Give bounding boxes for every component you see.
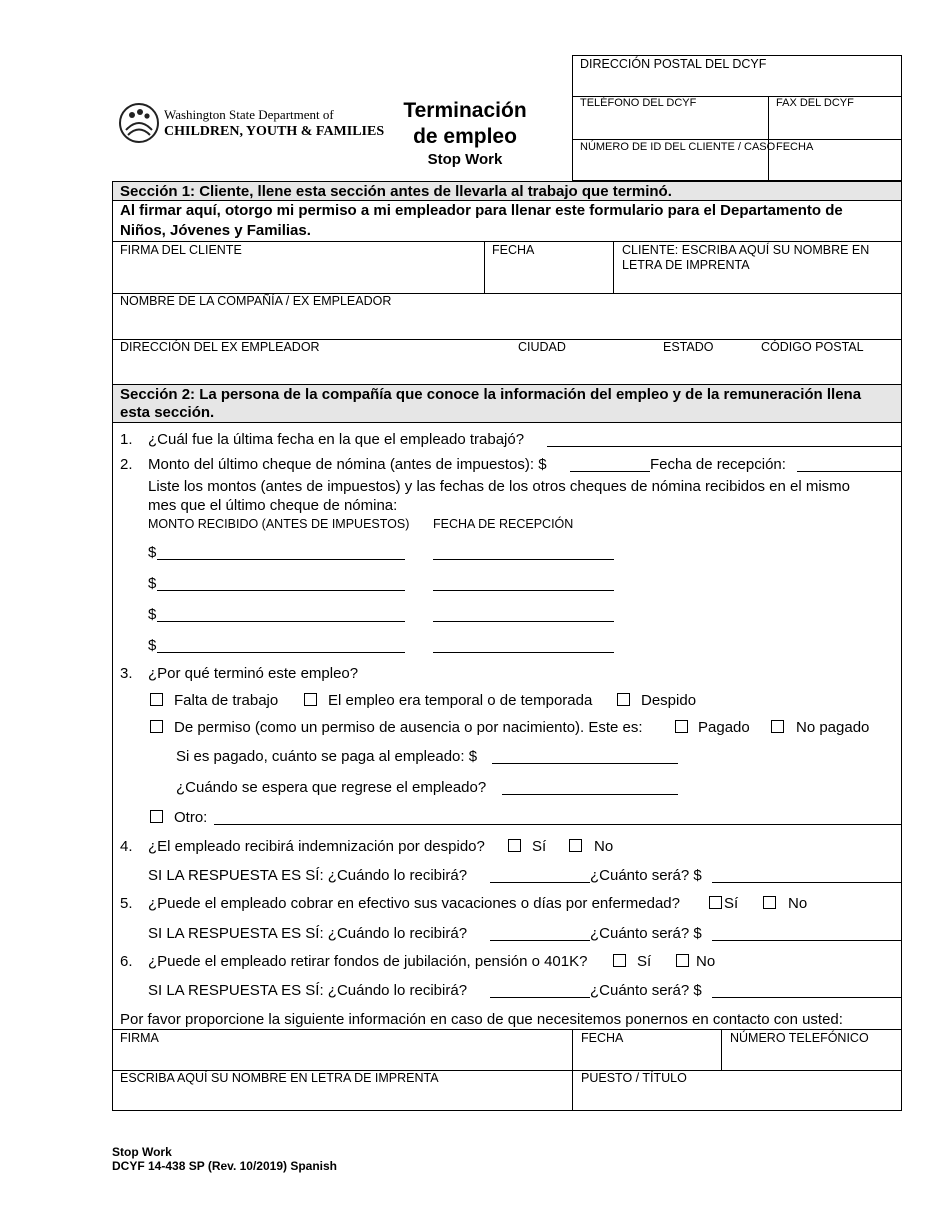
q3-number: 3.: [120, 665, 133, 682]
consent-line1: Al firmar aquí, otorgo mi permiso a mi empleador para llenar este formulario para el Departamento de: [120, 202, 843, 219]
dcyf-logo: [118, 100, 385, 146]
retirement-when-input[interactable]: [490, 997, 590, 998]
q1-number: 1.: [120, 431, 133, 448]
paycheck-row-4-dollar: $: [148, 637, 157, 654]
vacation-amount-input[interactable]: [712, 940, 902, 941]
q4-number: 4.: [120, 838, 133, 855]
layoff-label: Despido: [641, 692, 697, 709]
temporary-label: El empleo era temporal o de temporada: [328, 692, 593, 709]
client-print-name-line2: LETRA DE IMPRENTA: [622, 258, 750, 272]
vacation-when-label: SI LA RESPUESTA ES SÍ: ¿Cuándo lo recibirá?: [148, 925, 468, 942]
agency-line1: Washington State Department of: [164, 107, 334, 122]
paycheck-row-3-date[interactable]: [433, 621, 614, 622]
vacation-yes-label: Sí: [724, 895, 739, 912]
client-id-field[interactable]: NÚMERO DE ID DEL CLIENTE / CASO: [580, 141, 776, 153]
leave-checkbox[interactable]: [150, 720, 163, 733]
paycheck-row-4-amount[interactable]: [157, 652, 405, 653]
last-paycheck-amount-input[interactable]: [570, 471, 650, 472]
other-reason-label: Otro:: [174, 809, 208, 826]
return-date-label: ¿Cuándo se espera que regrese el empleado?: [176, 779, 487, 796]
q2-instructions-line1: Liste los montos (antes de impuestos) y las fechas de los otros cheques de nómina recibidos en el mismo: [148, 478, 851, 495]
q3-text: ¿Por qué terminó este empleo?: [148, 665, 359, 682]
employer-signature-field[interactable]: FIRMA: [120, 1031, 159, 1045]
vacation-when-input[interactable]: [490, 940, 590, 941]
retirement-when-label: SI LA RESPUESTA ES SÍ: ¿Cuándo lo recibirá?: [148, 982, 468, 999]
paycheck-row-1-amount[interactable]: [157, 559, 405, 560]
leave-paid-label: Pagado: [698, 719, 750, 736]
last-paycheck-date-input[interactable]: [797, 471, 902, 472]
client-date-field[interactable]: FECHA: [492, 243, 535, 257]
form-title-line2: de empleo: [413, 125, 517, 148]
dcyf-logo-icon: [118, 102, 160, 144]
employer-address-field[interactable]: DIRECCIÓN DEL EX EMPLEADOR: [120, 340, 320, 354]
paycheck-row-2-date[interactable]: [433, 590, 614, 591]
q2-received-label: Fecha de recepción:: [650, 456, 786, 473]
severance-when-input[interactable]: [490, 882, 590, 883]
retirement-no-checkbox[interactable]: [676, 954, 689, 967]
office-info-box: [572, 55, 902, 181]
q6-text: ¿Puede el empleado retirar fondos de jubilación, pensión o 401K?: [148, 953, 588, 970]
lack-of-work-checkbox[interactable]: [150, 693, 163, 706]
form-box: [112, 181, 902, 1111]
section1-heading: Sección 1: Cliente, llene esta sección antes de llevarla al trabajo que terminó.: [120, 183, 672, 200]
other-reason-checkbox[interactable]: [150, 810, 163, 823]
q5-number: 5.: [120, 895, 133, 912]
paycheck-row-3-dollar: $: [148, 606, 157, 623]
client-print-name-field[interactable]: CLIENTE: ESCRIBA AQUÍ SU NOMBRE EN: [622, 243, 870, 257]
severance-amount-label: ¿Cuánto será? $: [590, 867, 702, 884]
severance-no-label: No: [594, 838, 614, 855]
section2-heading-line2: esta sección.: [120, 404, 215, 421]
q2-instructions-line2: mes que el último cheque de nómina:: [148, 497, 398, 514]
q2-amount-label: Monto del último cheque de nómina (antes de impuestos): $: [148, 456, 547, 473]
other-reason-input[interactable]: [214, 824, 902, 825]
severance-yes-checkbox[interactable]: [508, 839, 521, 852]
footer-form-number: DCYF 14-438 SP (Rev. 10/2019) Spanish: [112, 1159, 337, 1173]
dcyf-fax-field[interactable]: FAX DEL DCYF: [776, 97, 854, 109]
q1-text: ¿Cuál fue la última fecha en la que el empleado trabajó?: [148, 431, 525, 448]
retirement-amount-label: ¿Cuánto será? $: [590, 982, 702, 999]
leave-unpaid-label: No pagado: [796, 719, 870, 736]
leave-paid-checkbox[interactable]: [675, 720, 688, 733]
employer-date-field[interactable]: FECHA: [581, 1031, 624, 1045]
paycheck-row-2-dollar: $: [148, 575, 157, 592]
col-amount-header: MONTO RECIBIDO (ANTES DE IMPUESTOS): [148, 517, 410, 531]
agency-line2: CHILDREN, YOUTH & FAMILIES: [164, 124, 385, 139]
lack-of-work-label: Falta de trabajo: [174, 692, 279, 709]
employer-print-name-field[interactable]: ESCRIBA AQUÍ SU NOMBRE EN LETRA DE IMPRENTA: [120, 1071, 439, 1085]
retirement-amount-input[interactable]: [712, 997, 902, 998]
q2-number: 2.: [120, 456, 133, 473]
temporary-checkbox[interactable]: [304, 693, 317, 706]
paycheck-row-1-date[interactable]: [433, 559, 614, 560]
employer-position-field[interactable]: PUESTO / TÍTULO: [581, 1071, 687, 1085]
q6-number: 6.: [120, 953, 133, 970]
city-field[interactable]: CIUDAD: [518, 340, 566, 354]
q4-text: ¿El empleado recibirá indemnización por despido?: [148, 838, 485, 855]
vacation-no-checkbox[interactable]: [763, 896, 776, 909]
paid-amount-label: Si es pagado, cuánto se paga al empleado: $: [176, 748, 478, 765]
footer-form-name: Stop Work: [112, 1145, 172, 1159]
severance-amount-input[interactable]: [712, 882, 902, 883]
section2-heading-line1: Sección 2: La persona de la compañía que conoce la información del empleo y de la remuneración llena: [120, 386, 862, 403]
paycheck-row-2-amount[interactable]: [157, 590, 405, 591]
employer-phone-field[interactable]: NÚMERO TELEFÓNICO: [730, 1031, 869, 1045]
paycheck-row-1-dollar: $: [148, 544, 157, 561]
severance-no-checkbox[interactable]: [569, 839, 582, 852]
severance-when-label: SI LA RESPUESTA ES SÍ: ¿Cuándo lo recibirá?: [148, 867, 468, 884]
leave-label: De permiso (como un permiso de ausencia o por nacimiento). Este es:: [174, 719, 643, 736]
dcyf-phone-field[interactable]: TELÉFONO DEL DCYF: [580, 97, 697, 109]
paycheck-row-4-date[interactable]: [433, 652, 614, 653]
retirement-yes-checkbox[interactable]: [613, 954, 626, 967]
col-date-header: FECHA DE RECEPCIÓN: [433, 517, 574, 531]
paycheck-row-3-amount[interactable]: [157, 621, 405, 622]
office-date-field[interactable]: FECHA: [776, 141, 814, 153]
severance-yes-label: Sí: [532, 838, 547, 855]
paid-amount-input[interactable]: [492, 763, 678, 764]
last-work-date-input[interactable]: [547, 446, 902, 447]
state-field[interactable]: ESTADO: [663, 340, 714, 354]
leave-unpaid-checkbox[interactable]: [771, 720, 784, 733]
vacation-no-label: No: [788, 895, 808, 912]
dcyf-mailing-address-field[interactable]: DIRECCIÓN POSTAL DEL DCYF: [580, 57, 767, 71]
form-title-line1: Terminación: [403, 99, 527, 122]
layoff-checkbox[interactable]: [617, 693, 630, 706]
retirement-yes-label: Sí: [637, 953, 652, 970]
contact-info-instructions: Por favor proporcione la siguiente información en caso de que necesitemos ponernos en contacto con usted:: [120, 1011, 843, 1028]
zip-field[interactable]: CÓDIGO POSTAL: [761, 340, 864, 354]
vacation-yes-checkbox[interactable]: [709, 896, 722, 909]
consent-line2: Niños, Jóvenes y Familias.: [120, 222, 311, 239]
retirement-no-label: No: [696, 953, 716, 970]
client-signature-field[interactable]: FIRMA DEL CLIENTE: [120, 243, 242, 257]
form-subtitle: Stop Work: [427, 151, 503, 168]
vacation-amount-label: ¿Cuánto será? $: [590, 925, 702, 942]
return-date-input[interactable]: [502, 794, 678, 795]
company-name-field[interactable]: NOMBRE DE LA COMPAÑÍA / EX EMPLEADOR: [120, 294, 392, 308]
q5-text: ¿Puede el empleado cobrar en efectivo sus vacaciones o días por enfermedad?: [148, 895, 680, 912]
